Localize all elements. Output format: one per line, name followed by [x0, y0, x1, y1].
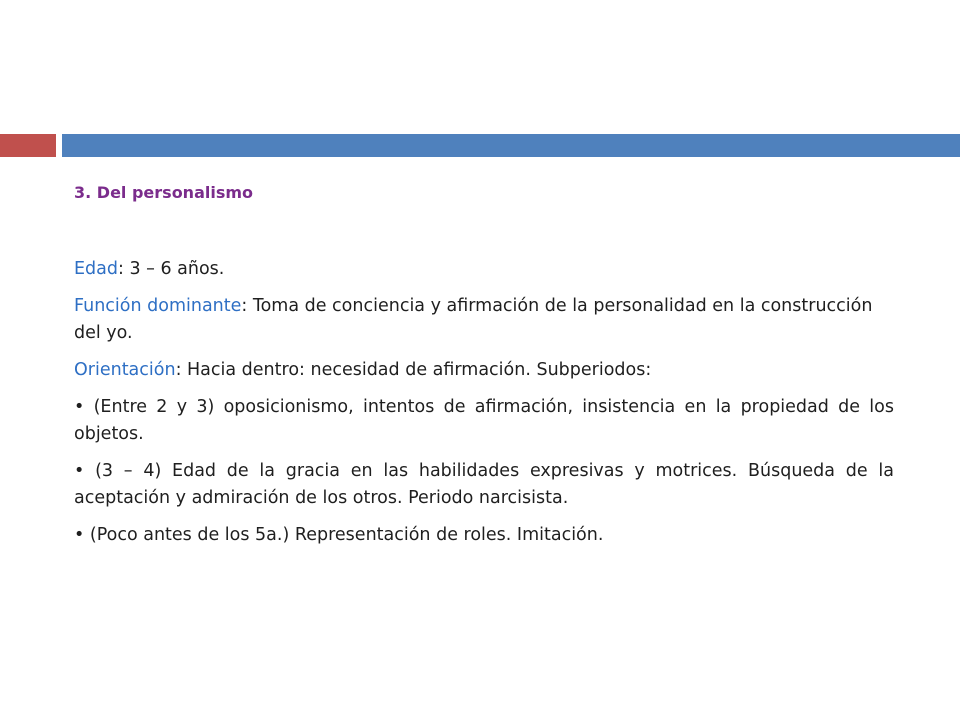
header-accent-bar-blue [62, 134, 960, 157]
edad-paragraph [74, 256, 894, 283]
orientacion-text: : Hacia dentro: necesidad de afirmación. Subperiodos: [175, 360, 652, 380]
bullet-item: • (Entre 2 y 3) oposicionismo, intentos de afirmación, insistencia en la propiedad de los objetos. [74, 397, 894, 444]
slide-content [74, 178, 894, 559]
title-spacer [74, 208, 894, 256]
header-accent-bar-red [0, 134, 56, 157]
funcion-paragraph [74, 293, 894, 347]
edad-text: : 3 – 6 años. [118, 259, 225, 279]
funcion-text: : Toma de conciencia y afirmación de la personalidad en la construcción del yo. [74, 296, 873, 343]
funcion-label: Función dominante [74, 296, 242, 316]
edad-label: Edad [74, 259, 118, 279]
orientacion-label: Orientación [74, 360, 176, 380]
orientacion-paragraph [74, 357, 894, 384]
bullet-item: • (Poco antes de los 5a.) Representación de roles. Imitación. [74, 525, 604, 545]
slide-title: 3. Del personalismo [74, 183, 254, 202]
bullet-item: • (3 – 4) Edad de la gracia en las habilidades expresivas y motrices. Búsqueda de la aceptación y admiración de los otros. Periodo narcisista. [74, 461, 894, 508]
